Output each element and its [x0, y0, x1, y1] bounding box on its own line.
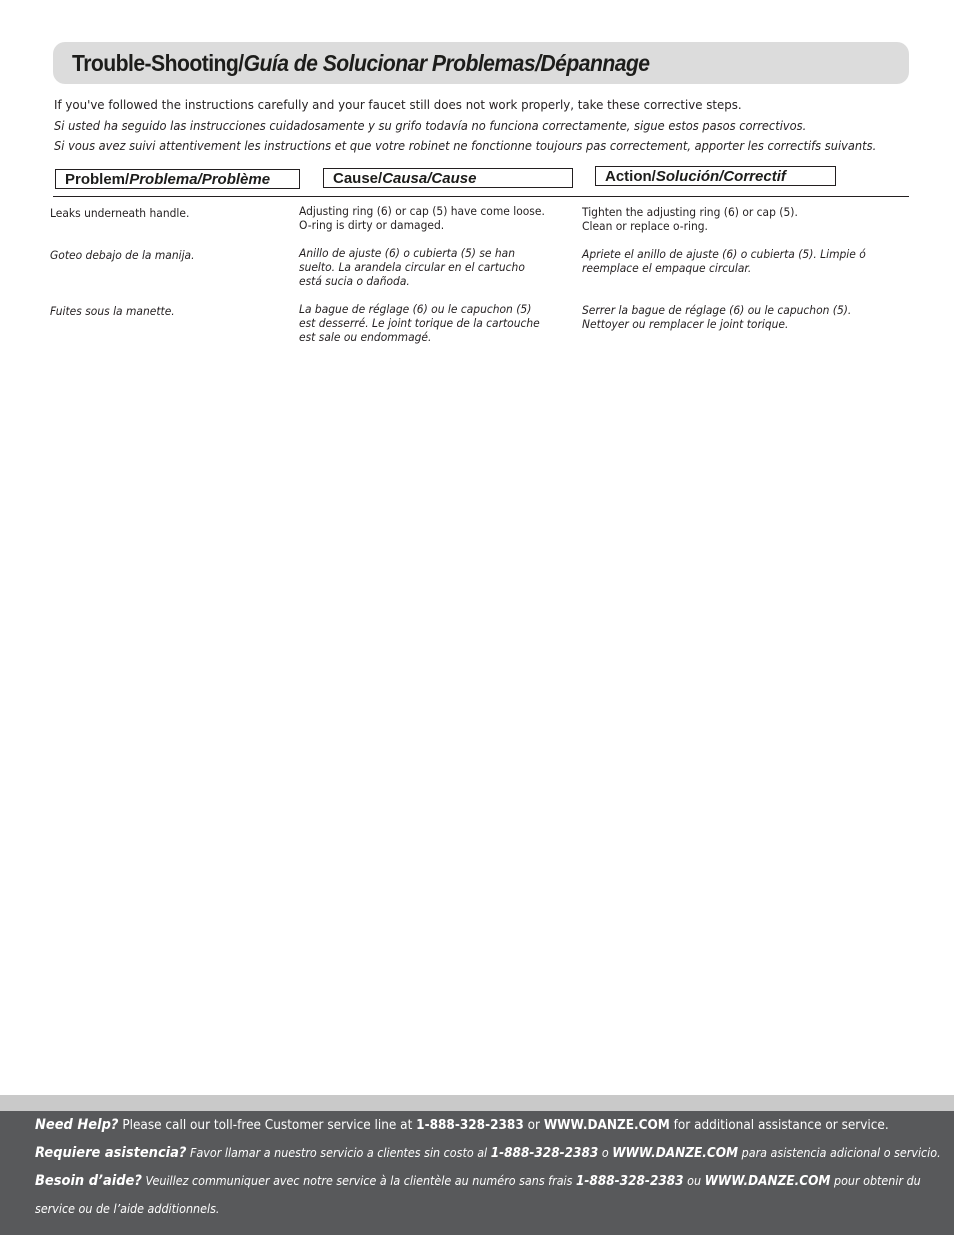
- footer-text: for additional assistance or service.: [669, 1118, 889, 1133]
- website-link[interactable]: WWW.DANZE.COM: [704, 1174, 831, 1189]
- action-fr: [582, 303, 851, 331]
- website-link[interactable]: WWW.DANZE.COM: [543, 1118, 670, 1133]
- action-en: [582, 205, 798, 233]
- action-fr-line: Serrer la bague de réglage (6) ou le capuchon (5).: [582, 303, 852, 317]
- requiere-asistencia-label: Requiere asistencia?: [35, 1145, 187, 1161]
- header-problem-en: Problem/: [65, 170, 130, 188]
- cause-en-line: Adjusting ring (6) or cap (5) have come loose.: [299, 204, 545, 218]
- phone-number: 1-888-328-2383: [416, 1118, 524, 1133]
- action-es-line: Apriete el anillo de ajuste (6) o cubierta (5). Limpie ó: [582, 247, 866, 261]
- footer-line-french-cont: service ou de l’aide additionnels.: [35, 1202, 220, 1216]
- title-spanish: Guía de Solucionar Problemas/: [243, 49, 541, 76]
- problem-en: Leaks underneath handle.: [50, 206, 190, 220]
- besoin-aide-label: Besoin d’aide?: [35, 1173, 142, 1189]
- problem-fr: Fuites sous la manette.: [50, 304, 175, 318]
- cause-fr-line: est desserré. Le joint torique de la cartouche: [299, 316, 540, 330]
- cause-fr-line: est sale ou endommagé.: [299, 330, 432, 344]
- cause-es-line: suelto. La arandela circular en el cartucho: [299, 260, 525, 274]
- column-header-problem: [55, 169, 300, 189]
- footer-line-french: [35, 1173, 921, 1189]
- cause-es-line: está sucia o dañoda.: [299, 274, 410, 288]
- website-link[interactable]: WWW.DANZE.COM: [612, 1146, 739, 1161]
- cause-es: [299, 246, 525, 288]
- cause-en-line: O-ring is dirty or damaged.: [299, 218, 445, 232]
- phone-number: 1-888-328-2383: [490, 1146, 599, 1161]
- header-action-en: Action/: [605, 167, 656, 185]
- title-bar: [53, 42, 909, 84]
- column-header-cause: [323, 168, 573, 188]
- footer-text: ou: [683, 1174, 705, 1188]
- intro-english: If you've followed the instructions carefully and your faucet still does not work properly, take these corrective steps.: [54, 98, 742, 112]
- title-french: Dépannage: [540, 49, 650, 76]
- action-es: [582, 247, 866, 275]
- intro-spanish: Si usted ha seguido las instrucciones cuidadosamente y su grifo todavía no funciona correctamente, sigue estos pasos correctivos.: [54, 118, 807, 133]
- footer-text: Please call our toll-free Customer service line at: [118, 1118, 417, 1133]
- action-es-line: reemplace el empaque circular.: [582, 261, 752, 275]
- action-en-line: Clean or replace o-ring.: [582, 219, 708, 233]
- cause-fr: [299, 302, 540, 344]
- footer-text: Veuillez communiquer avec notre service à la clientèle au numéro sans frais: [141, 1174, 576, 1188]
- title-english: Trouble-Shooting/: [72, 49, 244, 76]
- cause-en: [299, 204, 545, 232]
- footer-top-band: [0, 1095, 954, 1111]
- cause-es-line: Anillo de ajuste (6) o cubierta (5) se han: [299, 246, 516, 260]
- table-divider: [53, 196, 909, 197]
- header-action-rest: Solución/Correctif: [655, 167, 786, 185]
- phone-number: 1-888-328-2383: [575, 1174, 684, 1189]
- footer-text: pour obtenir du: [830, 1174, 921, 1188]
- column-header-action: [595, 166, 836, 186]
- footer-text: Favor llamar a nuestro servicio a clientes sin costo al: [186, 1146, 491, 1160]
- cause-fr-line: La bague de réglage (6) ou le capuchon (5): [299, 302, 532, 316]
- intro-text: [54, 95, 914, 157]
- header-cause-en: Cause/: [333, 169, 383, 187]
- problem-es: Goteo debajo de la manija.: [50, 248, 195, 262]
- intro-french: Si vous avez suivi attentivement les instructions et que votre robinet ne fonctionne toujours pas correctement, apporter les correctifs suivants.: [54, 139, 877, 154]
- page-title: [72, 50, 650, 77]
- header-problem-rest: Problema/Problème: [129, 170, 271, 188]
- action-en-line: Tighten the adjusting ring (6) or cap (5).: [582, 205, 798, 219]
- footer-line-english: [35, 1117, 889, 1133]
- action-fr-line: Nettoyer ou remplacer le joint torique.: [582, 317, 789, 331]
- footer-text: o: [598, 1146, 613, 1160]
- footer-line-spanish: [35, 1145, 941, 1161]
- footer-text: or: [523, 1118, 544, 1133]
- help-footer: [0, 1095, 954, 1235]
- footer-text: para asistencia adicional o servicio.: [738, 1146, 941, 1160]
- header-cause-rest: Causa/Cause: [382, 169, 477, 187]
- need-help-label: Need Help?: [35, 1117, 119, 1133]
